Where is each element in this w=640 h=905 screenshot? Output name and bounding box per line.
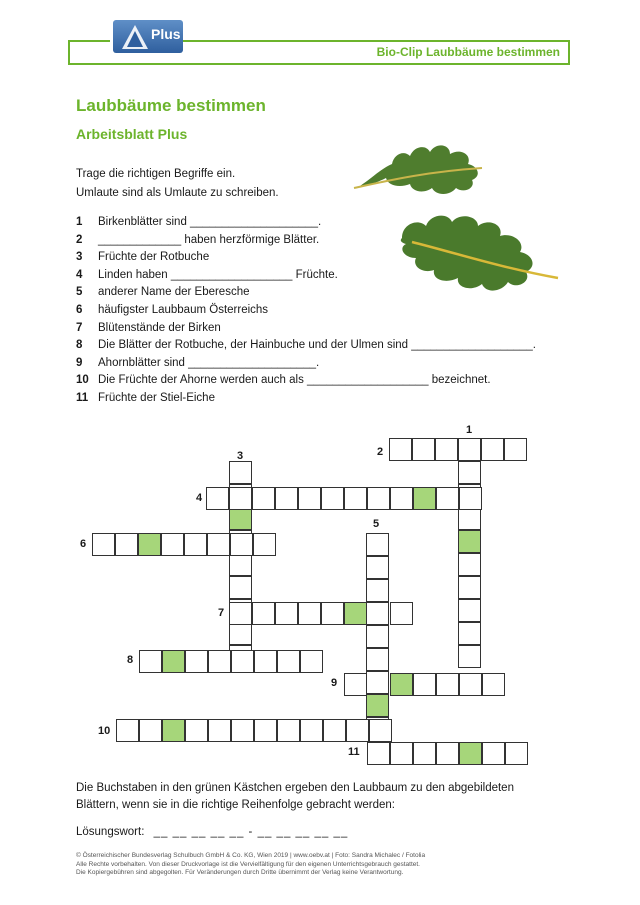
clue-text: Ahornblätter sind ____________________. (98, 356, 320, 369)
clue-text: Die Früchte der Ahorne werden auch als ___________________ bezeichnet. (98, 374, 491, 387)
clue-number: 8 (76, 339, 83, 352)
clue-text: häufigster Laubbaum Österreichs (98, 304, 269, 316)
clue-text: _____________ haben herzförmige Blätter. (98, 233, 320, 246)
crossword-cell[interactable] (366, 579, 389, 602)
header-title: Bio-Clip Laubbäume bestimmen (376, 45, 560, 59)
crossword-cell[interactable] (231, 650, 254, 673)
crossword-cell[interactable] (458, 576, 481, 599)
crossword-cell[interactable] (253, 533, 276, 556)
clue-text: Linden haben ___________________ Früchte. (98, 268, 338, 281)
copyright-line: Alle Rechte vorbehalten. Von dieser Druckvorlage ist die Vervielfältigung für den eigenen Unterrichtsgebrauch gestattet. (76, 860, 420, 868)
crossword-cell[interactable] (366, 671, 389, 694)
crossword-cell-highlighted[interactable] (366, 694, 389, 717)
crossword-cell[interactable] (206, 487, 229, 510)
crossword-cell[interactable] (436, 742, 459, 765)
crossword-cell[interactable] (504, 438, 527, 461)
crossword-cell[interactable] (459, 673, 482, 696)
crossword-cell[interactable] (367, 742, 390, 765)
crossword-cell-highlighted[interactable] (459, 742, 482, 765)
crossword-cell[interactable] (300, 719, 323, 742)
crossword-cell[interactable] (115, 533, 138, 556)
crossword-cell[interactable] (390, 742, 413, 765)
crossword-number: 2 (377, 446, 384, 458)
crossword-number: 7 (218, 607, 225, 619)
crossword-cell[interactable] (277, 719, 300, 742)
crossword-cell[interactable] (229, 576, 252, 599)
crossword-cell[interactable] (116, 719, 139, 742)
crossword-cell[interactable] (413, 673, 436, 696)
crossword-cell[interactable] (346, 719, 369, 742)
crossword-cell[interactable] (323, 719, 346, 742)
crossword-cell[interactable] (344, 673, 367, 696)
crossword-cell-highlighted[interactable] (344, 602, 367, 625)
crossword-cell[interactable] (139, 650, 162, 673)
question-line: Die Buchstaben in den grünen Kästchen ergeben den Laubbaum zu den abgebildeten (76, 782, 514, 794)
crossword-cell[interactable] (366, 625, 389, 648)
crossword-cell[interactable] (321, 602, 344, 625)
solution-row (76, 826, 348, 838)
crossword-cell[interactable] (482, 742, 505, 765)
clue-number: 7 (76, 321, 83, 334)
clue-number: 9 (76, 356, 83, 369)
crossword-number: 8 (127, 654, 134, 666)
crossword-cell[interactable] (275, 487, 298, 510)
page-subtitle: Arbeitsblatt Plus (76, 126, 188, 142)
crossword-cell[interactable] (390, 487, 413, 510)
crossword-cell[interactable] (369, 719, 392, 742)
logo (110, 20, 182, 53)
solution-blanks: __ __ __ __ __ - __ __ __ __ __ (153, 826, 349, 838)
crossword-cell[interactable] (435, 438, 458, 461)
crossword-cell[interactable] (252, 487, 275, 510)
clue-text: Früchte der Rotbuche (98, 251, 210, 264)
clue-text: Birkenblätter sind ____________________. (98, 216, 322, 228)
crossword-cell[interactable] (436, 487, 459, 510)
crossword-cell-highlighted[interactable] (458, 530, 481, 553)
oak-leaf-image (352, 138, 492, 200)
crossword-cell[interactable] (482, 673, 505, 696)
oak-leaf-image (392, 208, 560, 296)
copyright-footer (76, 852, 556, 878)
crossword-cell[interactable] (367, 487, 390, 510)
instruction-line: Umlaute sind als Umlaute zu schreiben. (76, 187, 279, 199)
clue-number: 5 (76, 286, 83, 299)
logo-triangle-icon (121, 23, 149, 51)
crossword-cell[interactable] (229, 461, 252, 484)
clue-text: anderer Name der Eberesche (98, 286, 250, 299)
crossword-number: 6 (80, 538, 87, 550)
crossword-cell[interactable] (252, 602, 275, 625)
crossword-cell[interactable] (298, 487, 321, 510)
crossword-cell[interactable] (254, 650, 277, 673)
crossword-cell[interactable] (229, 602, 252, 625)
crossword-cell[interactable] (229, 622, 252, 645)
clue-number: 10 (76, 374, 89, 387)
crossword-number: 10 (98, 725, 111, 737)
crossword-cell[interactable] (458, 507, 481, 530)
clue-text: Blütenstände der Birken (98, 321, 221, 334)
crossword-cell[interactable] (231, 719, 254, 742)
crossword-cell-highlighted[interactable] (413, 487, 436, 510)
crossword-cell[interactable] (298, 602, 321, 625)
logo-text: Plus (151, 26, 181, 42)
crossword-cell-highlighted[interactable] (390, 673, 413, 696)
logo-box (113, 20, 183, 53)
crossword-cell[interactable] (185, 650, 208, 673)
page-title: Laubbäume bestimmen (76, 96, 266, 115)
crossword-cell[interactable] (139, 719, 162, 742)
crossword-cell[interactable] (207, 533, 230, 556)
crossword-cell[interactable] (459, 487, 482, 510)
crossword-cell[interactable] (185, 719, 208, 742)
clue-text: Die Blätter der Rotbuche, der Hainbuche und der Ulmen sind ___________________. (98, 339, 536, 352)
crossword-cell-highlighted[interactable] (162, 719, 185, 742)
crossword-cell[interactable] (92, 533, 115, 556)
crossword-cell[interactable] (300, 650, 323, 673)
crossword-cell[interactable] (254, 719, 277, 742)
crossword-cell-highlighted[interactable] (162, 650, 185, 673)
solution-label: Lösungswort: (76, 826, 145, 838)
crossword-cell[interactable] (321, 487, 344, 510)
instruction-line: Trage die richtigen Begriffe ein. (76, 168, 236, 180)
clue-number: 11 (76, 392, 89, 404)
crossword-cell[interactable] (184, 533, 207, 556)
crossword-cell[interactable] (208, 719, 231, 742)
crossword-cell[interactable] (505, 742, 528, 765)
crossword-cell[interactable] (389, 438, 412, 461)
crossword-cell[interactable] (344, 487, 367, 510)
crossword-cell[interactable] (366, 556, 389, 579)
crossword-cell[interactable] (366, 648, 389, 671)
clue-text: Früchte der Stiel-Eiche (98, 392, 215, 404)
crossword-cell[interactable] (412, 438, 435, 461)
crossword-cell[interactable] (481, 438, 504, 461)
clue-number: 2 (76, 233, 83, 246)
crossword-cell[interactable] (277, 650, 300, 673)
crossword-cell[interactable] (229, 487, 252, 510)
crossword-cell[interactable] (458, 461, 481, 484)
crossword-cell[interactable] (458, 645, 481, 668)
copyright-line: © Österreichischer Bundesverlag Schulbuch GmbH & Co. KG, Wien 2019 | www.oebv.at | Foto: Sandra Michalec / Fotolia (76, 852, 426, 859)
question-line: Blättern, wenn sie in die richtige Reihenfolge gebracht werden: (76, 799, 395, 811)
crossword-cell[interactable] (458, 622, 481, 645)
clue-number: 4 (76, 268, 83, 281)
crossword-cell[interactable] (230, 533, 253, 556)
crossword-number: 5 (373, 518, 380, 530)
copyright-line: Die Kopiergebühren sind abgegolten. Für Veränderungen durch Dritte übernimmt der Verlag keine Verantwortung. (76, 869, 404, 876)
crossword-cell[interactable] (366, 533, 389, 556)
crossword-cell-highlighted[interactable] (138, 533, 161, 556)
crossword-cell[interactable] (458, 438, 481, 461)
crossword-cell[interactable] (275, 602, 298, 625)
clue-number: 1 (76, 216, 83, 228)
crossword-cell[interactable] (458, 599, 481, 622)
crossword-number: 3 (237, 450, 244, 462)
crossword-number: 11 (348, 746, 360, 758)
crossword-cell[interactable] (229, 553, 252, 576)
crossword-cell[interactable] (436, 673, 459, 696)
crossword-cell[interactable] (458, 553, 481, 576)
clue-number: 6 (76, 304, 83, 316)
clue-number: 3 (76, 251, 83, 264)
crossword-number: 9 (331, 677, 338, 689)
crossword-cell[interactable] (366, 602, 389, 625)
crossword-cell[interactable] (208, 650, 231, 673)
crossword-cell-highlighted[interactable] (229, 507, 252, 530)
crossword-number: 1 (466, 424, 473, 436)
crossword-number: 4 (196, 492, 203, 504)
crossword-cell[interactable] (390, 602, 413, 625)
crossword-cell[interactable] (161, 533, 184, 556)
crossword-cell[interactable] (413, 742, 436, 765)
